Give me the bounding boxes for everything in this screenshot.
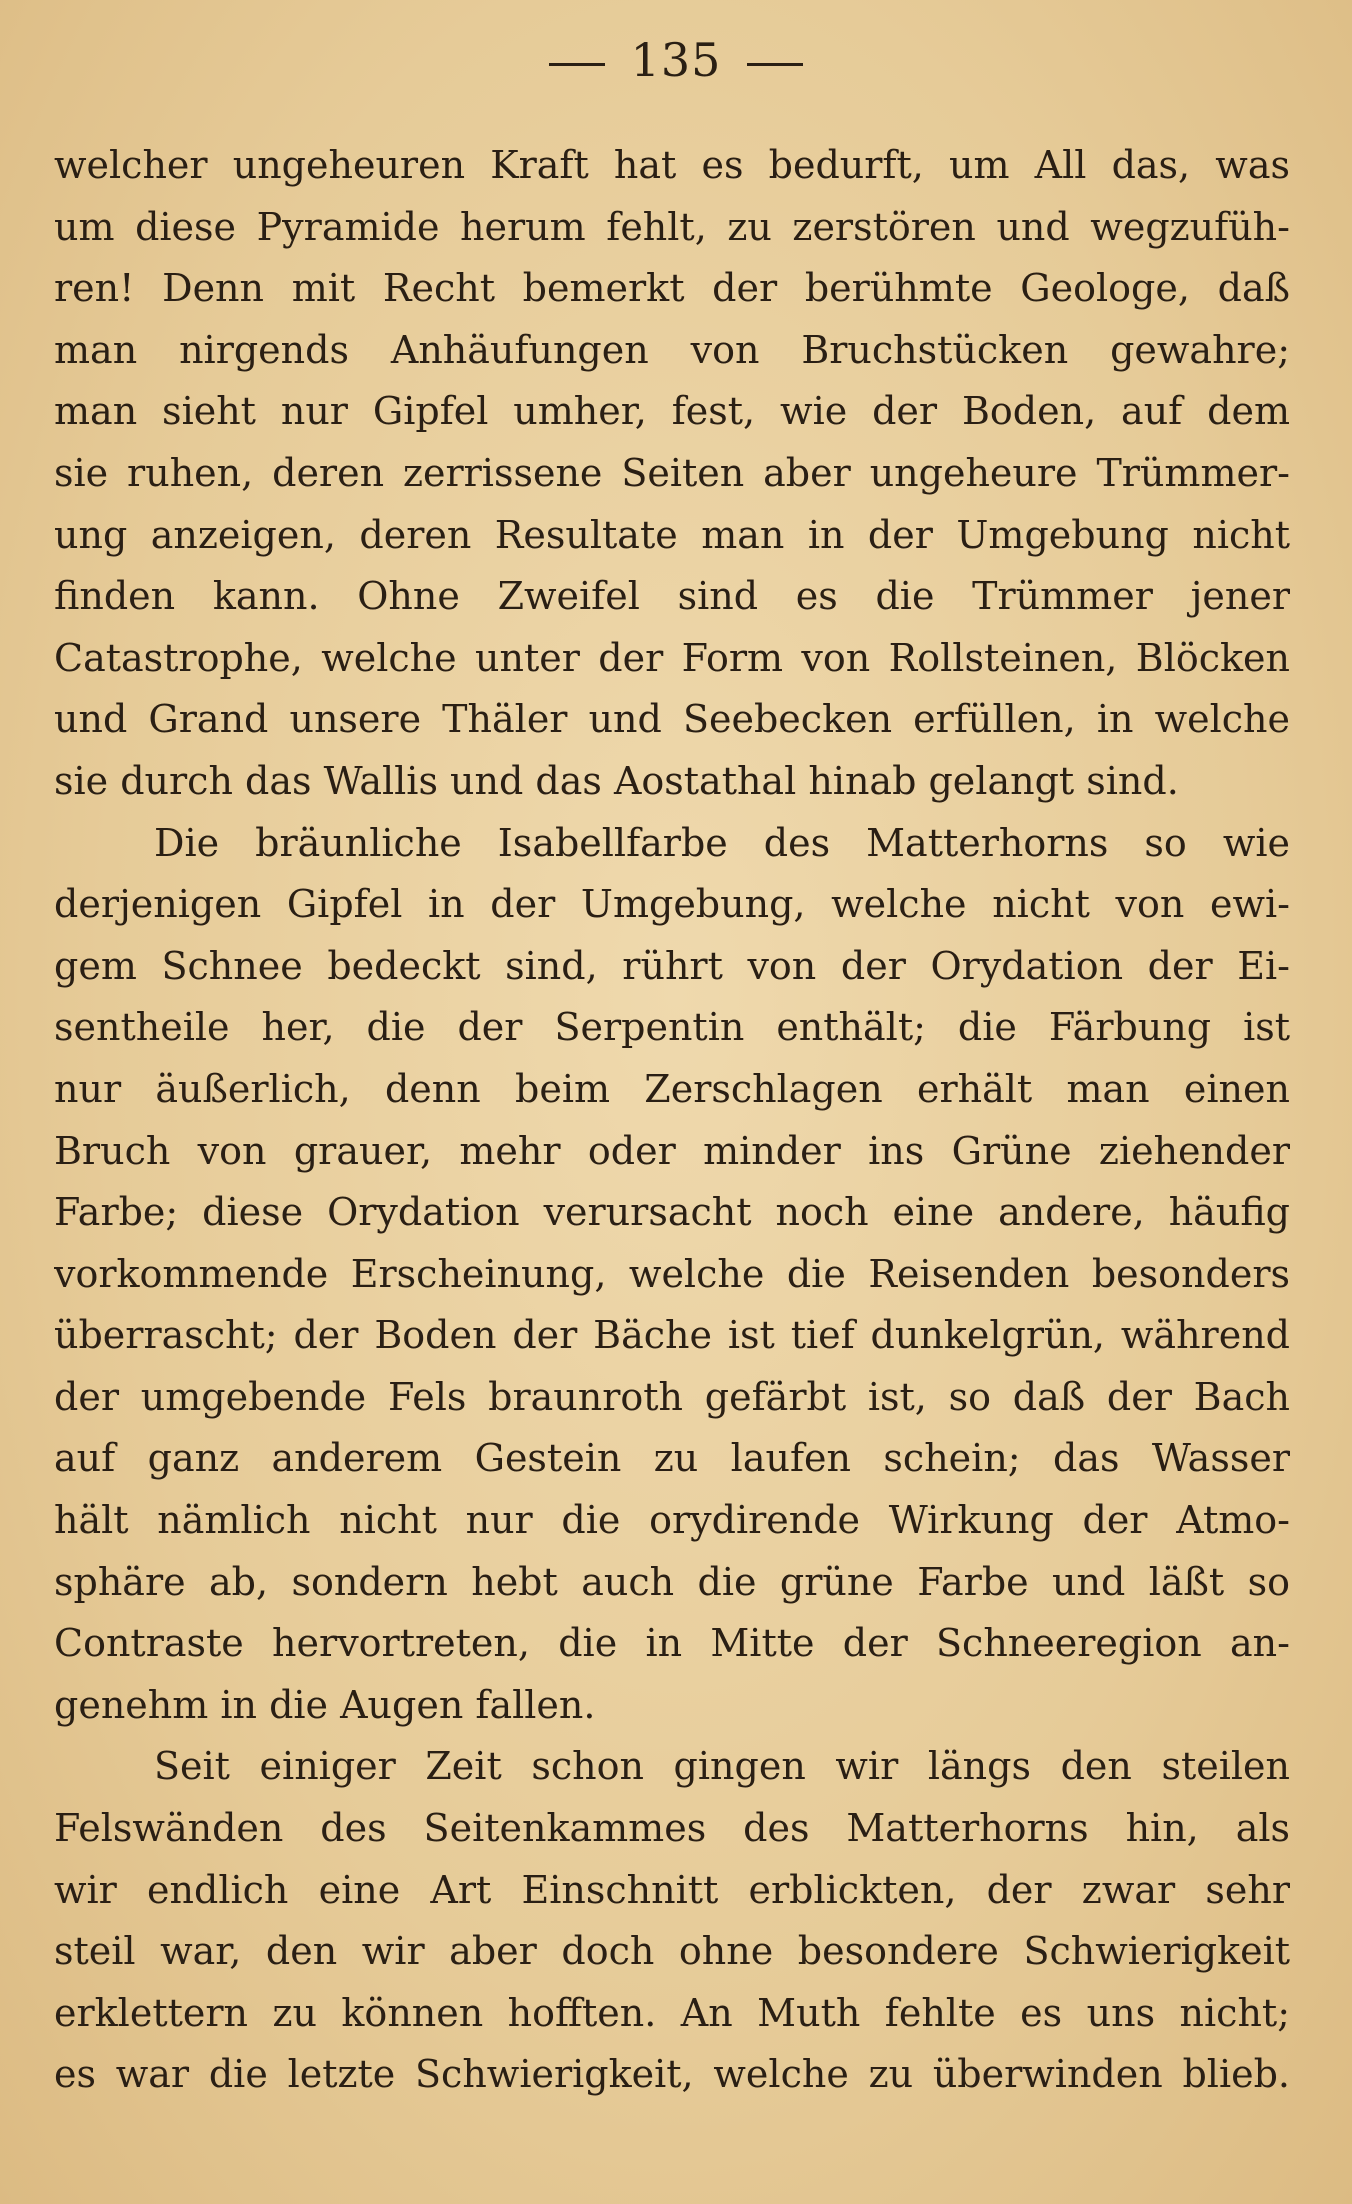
text-line: Contraste hervortreten, die in Mitte der Schneeregion an- bbox=[54, 1621, 1290, 1666]
text-line: gem Schnee bedeckt sind, rührt von der Orydation der Ei- bbox=[54, 943, 1290, 988]
text-line: Seit einiger Zeit schon gingen wir längs den steilen bbox=[154, 1744, 1290, 1789]
text-line: steil war, den wir aber doch ohne besondere Schwierigkeit bbox=[54, 1929, 1290, 1974]
text-line: man nirgends Anhäufungen von Bruchstücken gewahre; bbox=[54, 327, 1290, 372]
text-line: sentheile her, die der Serpentin enthält; die Färbung ist bbox=[54, 1005, 1290, 1050]
text-line: und Grand unsere Thäler und Seebecken erfüllen, in welche bbox=[54, 697, 1290, 742]
text-line: sie ruhen, deren zerrissene Seiten aber ungeheure Trümmer- bbox=[54, 450, 1290, 495]
text-line: der umgebende Fels braunroth gefärbt ist, so daß der Bach bbox=[54, 1374, 1290, 1419]
text-line: sphäre ab, sondern hebt auch die grüne Farbe und läßt so bbox=[54, 1559, 1290, 1604]
text-line: Die bräunliche Isabellfarbe des Matterhorns so wie bbox=[154, 820, 1290, 865]
text-line: auf ganz anderem Gestein zu laufen schein; das Wasser bbox=[54, 1436, 1290, 1481]
text-line: Felswänden des Seitenkammes des Matterhorns hin, als bbox=[54, 1806, 1290, 1851]
text-line: es war die letzte Schwierigkeit, welche zu überwinden blieb. bbox=[54, 2052, 1290, 2097]
text-line: sie durch das Wallis und das Aostathal hinab gelangt sind. bbox=[54, 758, 1179, 803]
page-number: 135 bbox=[630, 33, 722, 87]
text-line: Farbe; diese Orydation verursacht noch eine andere, häufig bbox=[54, 1190, 1290, 1235]
text-line: ung anzeigen, deren Resultate man in der Umgebung nicht bbox=[54, 512, 1290, 557]
text-line: wir endlich eine Art Einschnitt erblickten, der zwar sehr bbox=[54, 1867, 1290, 1912]
text-line: man sieht nur Gipfel umher, fest, wie der Boden, auf dem bbox=[54, 389, 1290, 434]
header-dash-left bbox=[549, 63, 605, 66]
page-header bbox=[0, 28, 1352, 92]
text-line: hält nämlich nicht nur die orydirende Wirkung der Atmo- bbox=[54, 1498, 1290, 1543]
text-line: um diese Pyramide herum fehlt, zu zerstören und wegzufüh- bbox=[54, 204, 1290, 249]
text-line: Bruch von grauer, mehr oder minder ins Grüne ziehender bbox=[54, 1128, 1290, 1173]
text-line: vorkommende Erscheinung, welche die Reisenden besonders bbox=[54, 1251, 1290, 1296]
header-dash-right bbox=[747, 63, 803, 66]
text-line: finden kann. Ohne Zweifel sind es die Trümmer jener bbox=[54, 574, 1290, 619]
text-line: ren! Denn mit Recht bemerkt der berühmte Geologe, daß bbox=[54, 266, 1290, 311]
body-text bbox=[54, 135, 1290, 2106]
text-line: erklettern zu können hofften. An Muth fehlte es uns nicht; bbox=[54, 1990, 1290, 2035]
text-line: überrascht; der Boden der Bäche ist tief dunkelgrün, während bbox=[54, 1313, 1290, 1358]
text-line: derjenigen Gipfel in der Umgebung, welche nicht von ewi- bbox=[54, 882, 1290, 927]
text-line: genehm in die Augen fallen. bbox=[54, 1682, 596, 1727]
text-line: welcher ungeheuren Kraft hat es bedurft, um All das, was bbox=[54, 143, 1290, 187]
text-line: nur äußerlich, denn beim Zerschlagen erhält man einen bbox=[54, 1066, 1290, 1111]
text-line: Catastrophe, welche unter der Form von Rollsteinen, Blöcken bbox=[54, 635, 1290, 680]
